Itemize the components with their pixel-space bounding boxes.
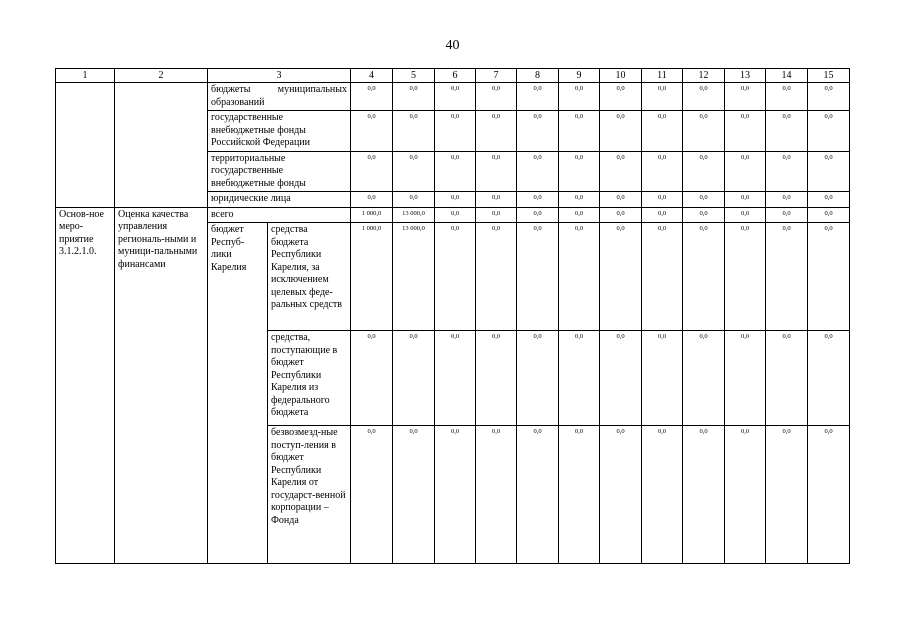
value-cell: 0,0 (517, 83, 559, 111)
value-cell: 0,0 (351, 192, 393, 208)
event-title: Оценка качества управления региональ-ными и муници-пальными финансами (115, 207, 208, 564)
header-cell: 7 (476, 69, 517, 83)
value-cell: 0,0 (517, 111, 559, 152)
value-cell: 0,0 (600, 192, 642, 208)
value-cell: 1 000,0 (351, 207, 393, 223)
row-label: средства бюджета Республики Карелия, за исключением целевых феде-ральных средств (268, 223, 351, 331)
value-cell: 0,0 (517, 426, 559, 564)
total-label: всего (208, 207, 351, 223)
value-cell: 0,0 (808, 331, 850, 426)
value-cell: 0,0 (476, 111, 517, 152)
value-cell: 0,0 (435, 192, 476, 208)
value-cell: 0,0 (435, 111, 476, 152)
value-cell: 0,0 (725, 426, 766, 564)
value-cell: 0,0 (517, 207, 559, 223)
value-cell: 0,0 (559, 192, 600, 208)
row-label: юридические лица (208, 192, 351, 208)
row-label: безвозмезд-ные поступ-ления в бюджет Республики Карелия от государст-венной корпорации – Фонда (268, 426, 351, 564)
header-cell: 8 (517, 69, 559, 83)
value-cell: 1 000,0 (351, 223, 393, 331)
header-row (56, 69, 850, 83)
page-number: 40 (445, 38, 460, 53)
header-cell: 5 (393, 69, 435, 83)
value-cell: 0,0 (808, 83, 850, 111)
value-cell: 0,0 (600, 83, 642, 111)
header-cell: 2 (115, 69, 208, 83)
value-cell: 0,0 (517, 331, 559, 426)
header-cell: 15 (808, 69, 850, 83)
value-cell: 0,0 (351, 151, 393, 192)
value-cell: 0,0 (600, 223, 642, 331)
value-cell: 0,0 (766, 331, 808, 426)
value-cell: 0,0 (683, 111, 725, 152)
value-cell: 0,0 (351, 83, 393, 111)
value-cell: 0,0 (600, 207, 642, 223)
value-cell: 0,0 (683, 83, 725, 111)
value-cell: 0,0 (476, 192, 517, 208)
value-cell: 0,0 (766, 83, 808, 111)
header-cell: 13 (725, 69, 766, 83)
value-cell: 0,0 (642, 426, 683, 564)
value-cell: 0,0 (725, 111, 766, 152)
value-cell: 0,0 (435, 207, 476, 223)
value-cell: 0,0 (393, 331, 435, 426)
empty-cell (56, 83, 115, 208)
value-cell: 0,0 (559, 331, 600, 426)
value-cell: 0,0 (808, 192, 850, 208)
value-cell: 0,0 (808, 426, 850, 564)
header-cell: 6 (435, 69, 476, 83)
value-cell: 0,0 (435, 83, 476, 111)
header-cell: 14 (766, 69, 808, 83)
value-cell: 0,0 (725, 331, 766, 426)
value-cell: 0,0 (559, 207, 600, 223)
value-cell: 0,0 (517, 192, 559, 208)
value-cell: 0,0 (725, 151, 766, 192)
value-cell: 0,0 (642, 331, 683, 426)
value-cell: 13 000,0 (393, 223, 435, 331)
value-cell: 0,0 (351, 426, 393, 564)
value-cell: 0,0 (642, 223, 683, 331)
value-cell: 0,0 (766, 223, 808, 331)
budget-label: бюджет Респуб-лики Карелия (208, 223, 268, 564)
value-cell: 0,0 (435, 151, 476, 192)
row-label: бюджеты муниципальных образований (208, 83, 351, 111)
row-label: средства, поступающие в бюджет Республики Карелия из федерального бюджета (268, 331, 351, 426)
row-label: государственные внебюджетные фонды Российской Федерации (208, 111, 351, 152)
value-cell: 0,0 (642, 83, 683, 111)
value-cell: 0,0 (766, 111, 808, 152)
value-cell: 0,0 (725, 207, 766, 223)
value-cell: 0,0 (559, 223, 600, 331)
value-cell: 0,0 (517, 151, 559, 192)
value-cell: 0,0 (766, 207, 808, 223)
value-cell: 0,0 (559, 426, 600, 564)
header-cell: 10 (600, 69, 642, 83)
value-cell: 0,0 (683, 207, 725, 223)
value-cell: 0,0 (476, 83, 517, 111)
budget-table (55, 68, 850, 564)
value-cell: 0,0 (476, 426, 517, 564)
value-cell: 0,0 (642, 207, 683, 223)
value-cell: 0,0 (600, 331, 642, 426)
value-cell: 0,0 (808, 111, 850, 152)
value-cell: 0,0 (600, 151, 642, 192)
header-cell: 9 (559, 69, 600, 83)
value-cell: 0,0 (808, 207, 850, 223)
empty-cell (115, 83, 208, 208)
value-cell: 0,0 (559, 111, 600, 152)
value-cell: 0,0 (725, 83, 766, 111)
value-cell: 0,0 (393, 83, 435, 111)
value-cell: 0,0 (725, 192, 766, 208)
value-cell: 0,0 (683, 151, 725, 192)
value-cell: 0,0 (642, 151, 683, 192)
value-cell: 0,0 (476, 331, 517, 426)
value-cell: 0,0 (476, 223, 517, 331)
header-cell: 4 (351, 69, 393, 83)
table-row (56, 207, 850, 223)
header-cell: 11 (642, 69, 683, 83)
value-cell: 0,0 (600, 111, 642, 152)
event-code: Основ-ное меро-приятие 3.1.2.1.0. (56, 207, 115, 564)
value-cell: 0,0 (808, 223, 850, 331)
value-cell: 0,0 (351, 331, 393, 426)
value-cell: 0,0 (683, 192, 725, 208)
value-cell: 0,0 (517, 223, 559, 331)
value-cell: 0,0 (725, 223, 766, 331)
value-cell: 0,0 (683, 331, 725, 426)
value-cell: 0,0 (476, 151, 517, 192)
value-cell: 0,0 (642, 192, 683, 208)
value-cell: 0,0 (559, 151, 600, 192)
value-cell: 0,0 (600, 426, 642, 564)
value-cell: 0,0 (642, 111, 683, 152)
value-cell: 0,0 (393, 192, 435, 208)
value-cell: 0,0 (435, 223, 476, 331)
header-cell: 3 (208, 69, 351, 83)
value-cell: 0,0 (766, 151, 808, 192)
value-cell: 0,0 (435, 331, 476, 426)
value-cell: 0,0 (435, 426, 476, 564)
value-cell: 0,0 (476, 207, 517, 223)
header-cell: 1 (56, 69, 115, 83)
value-cell: 13 000,0 (393, 207, 435, 223)
header-cell: 12 (683, 69, 725, 83)
value-cell: 0,0 (683, 426, 725, 564)
value-cell: 0,0 (808, 151, 850, 192)
value-cell: 0,0 (351, 111, 393, 152)
value-cell: 0,0 (683, 223, 725, 331)
row-label: территориальные государственные внебюджетные фонды (208, 151, 351, 192)
value-cell: 0,0 (766, 426, 808, 564)
value-cell: 0,0 (393, 426, 435, 564)
value-cell: 0,0 (559, 83, 600, 111)
value-cell: 0,0 (393, 151, 435, 192)
value-cell: 0,0 (393, 111, 435, 152)
value-cell: 0,0 (766, 192, 808, 208)
table-row (56, 83, 850, 111)
